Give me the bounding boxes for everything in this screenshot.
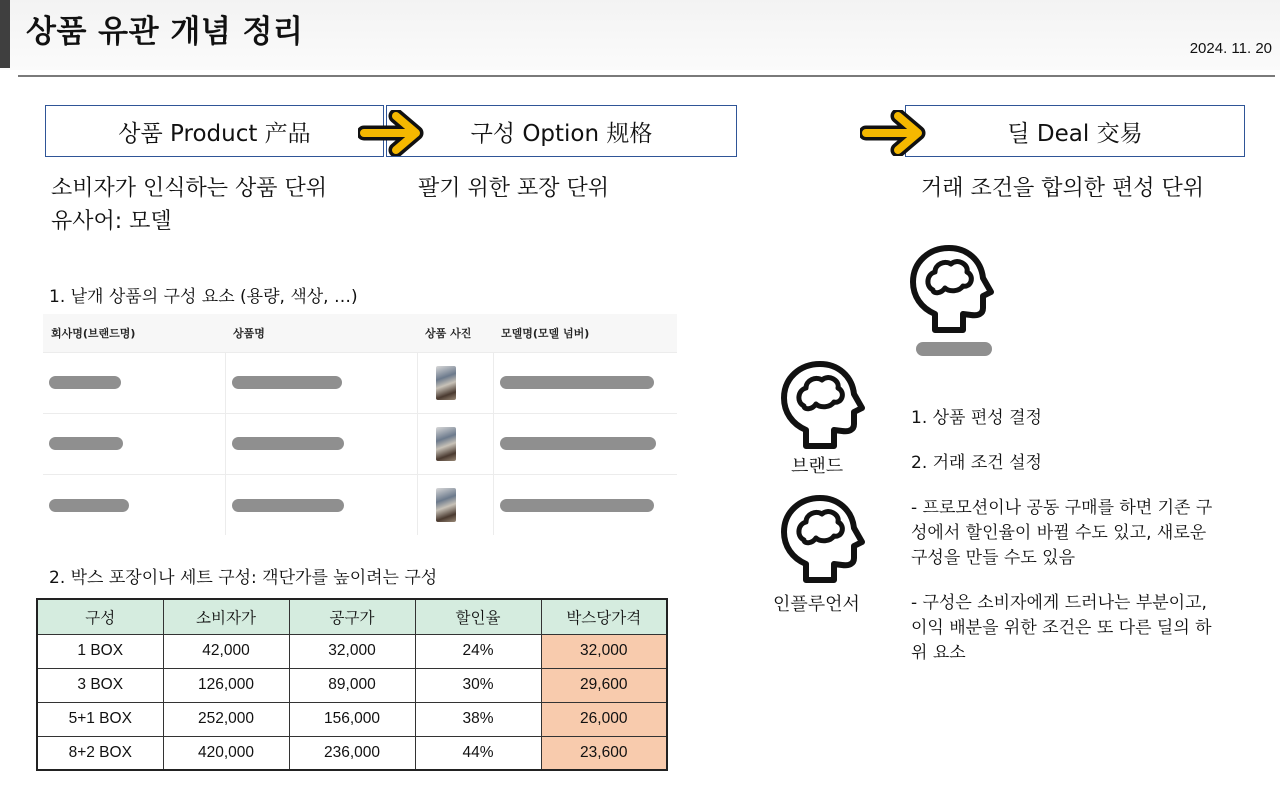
table-cell: 38% bbox=[415, 702, 541, 736]
table-cell-highlight: 26,000 bbox=[541, 702, 667, 736]
table-cell: 42,000 bbox=[163, 634, 289, 668]
deal-note-1: 1. 상품 편성 결정 bbox=[911, 408, 1042, 428]
column-header: 구성 bbox=[37, 599, 163, 634]
table-cell: 30% bbox=[415, 668, 541, 702]
table-cell-highlight: 23,600 bbox=[541, 736, 667, 770]
redacted-text bbox=[916, 342, 992, 356]
title-accent bbox=[0, 0, 10, 68]
table-cell: 236,000 bbox=[289, 736, 415, 770]
section1-label: 1. 낱개 상품의 구성 요소 (용량, 색상, …) bbox=[49, 287, 358, 307]
table-header-row bbox=[43, 314, 677, 352]
deal-bullet-2-line: 위 요소 bbox=[911, 643, 966, 663]
concept-label-product: 상품 Product 产品 bbox=[118, 120, 311, 147]
redacted-text bbox=[500, 437, 656, 450]
table-cell: 420,000 bbox=[163, 736, 289, 770]
brand-label: 브랜드 bbox=[791, 456, 844, 477]
product-photo bbox=[436, 366, 456, 400]
deal-note-2: 2. 거래 조건 설정 bbox=[911, 453, 1042, 473]
table-cell: 5+1 BOX bbox=[37, 702, 163, 736]
table-cell: 44% bbox=[415, 736, 541, 770]
right-arrow-icon bbox=[860, 110, 930, 156]
deal-bullet-2 bbox=[911, 591, 1212, 666]
table-cell: 89,000 bbox=[289, 668, 415, 702]
product-attribute-table bbox=[43, 314, 677, 535]
redacted-text bbox=[232, 499, 344, 512]
influencer-label: 인플루언서 bbox=[773, 594, 860, 615]
column-header: 박스당가격 bbox=[541, 599, 667, 634]
column-header: 모델명(모델 넘버) bbox=[493, 314, 677, 352]
table-cell: 252,000 bbox=[163, 702, 289, 736]
concept-box-product bbox=[45, 105, 384, 157]
column-header: 할인율 bbox=[415, 599, 541, 634]
deal-bullet-1-line: 구성을 만들 수도 있음 bbox=[911, 548, 1076, 568]
column-header: 상품 사진 bbox=[417, 314, 493, 352]
deal-bullet-2-line: 이익 배분을 위한 조건은 또 다른 딜의 하 bbox=[911, 618, 1212, 638]
redacted-text bbox=[49, 437, 123, 450]
table-cell: 1 BOX bbox=[37, 634, 163, 668]
deal-bullet-1-line: - 프로모션이나 공동 구매를 하면 기존 구 bbox=[911, 498, 1213, 518]
table-row bbox=[37, 702, 667, 736]
deal-bullet-1-line: 성에서 할인율이 바뀔 수도 있고, 새로운 bbox=[911, 523, 1207, 543]
column-header: 공구가 bbox=[289, 599, 415, 634]
product-photo bbox=[436, 488, 456, 522]
column-header: 상품명 bbox=[225, 314, 417, 352]
head-brain-icon bbox=[905, 242, 995, 334]
table-cell-highlight: 32,000 bbox=[541, 634, 667, 668]
table-cell: 24% bbox=[415, 634, 541, 668]
title-divider bbox=[18, 75, 1275, 77]
product-description-line2: 유사어: 모델 bbox=[51, 209, 172, 234]
head-brain-icon bbox=[776, 358, 866, 450]
redacted-text bbox=[49, 499, 129, 512]
concept-box-deal bbox=[905, 105, 1245, 157]
head-brain-icon bbox=[776, 492, 866, 584]
deal-bullet-1 bbox=[911, 496, 1212, 571]
table-cell: 126,000 bbox=[163, 668, 289, 702]
redacted-text bbox=[500, 499, 654, 512]
table-header-row bbox=[37, 599, 667, 634]
right-arrow-icon bbox=[358, 110, 428, 156]
redacted-text bbox=[232, 376, 342, 389]
concept-label-option: 구성 Option 规格 bbox=[470, 120, 653, 147]
product-description-line1: 소비자가 인식하는 상품 단위 bbox=[51, 176, 328, 201]
table-row bbox=[43, 413, 677, 474]
product-photo bbox=[436, 427, 456, 461]
page-date: 2024. 11. 20 bbox=[1189, 40, 1272, 57]
table-cell: 3 BOX bbox=[37, 668, 163, 702]
table-cell-highlight: 29,600 bbox=[541, 668, 667, 702]
deal-bullet-2-line: - 구성은 소비자에게 드러나는 부분이고, bbox=[911, 593, 1207, 613]
product-description bbox=[51, 172, 327, 238]
option-description: 팔기 위한 포장 단위 bbox=[418, 176, 609, 201]
column-header: 회사명(브랜드명) bbox=[43, 314, 225, 352]
table-row bbox=[43, 352, 677, 413]
box-pricing-table bbox=[36, 598, 668, 771]
column-header: 소비자가 bbox=[163, 599, 289, 634]
concept-label-deal: 딜 Deal 交易 bbox=[1007, 120, 1143, 147]
table-row bbox=[37, 634, 667, 668]
deal-description: 거래 조건을 합의한 편성 단위 bbox=[921, 176, 1204, 201]
page-title: 상품 유관 개념 정리 bbox=[26, 14, 304, 50]
section2-label: 2. 박스 포장이나 세트 구성: 객단가를 높이려는 구성 bbox=[49, 568, 438, 588]
table-cell: 156,000 bbox=[289, 702, 415, 736]
table-cell: 32,000 bbox=[289, 634, 415, 668]
table-row bbox=[43, 474, 677, 535]
table-row bbox=[37, 736, 667, 770]
table-row bbox=[37, 668, 667, 702]
redacted-text bbox=[49, 376, 121, 389]
redacted-text bbox=[232, 437, 344, 450]
concept-box-option bbox=[386, 105, 737, 157]
table-cell: 8+2 BOX bbox=[37, 736, 163, 770]
redacted-text bbox=[500, 376, 654, 389]
